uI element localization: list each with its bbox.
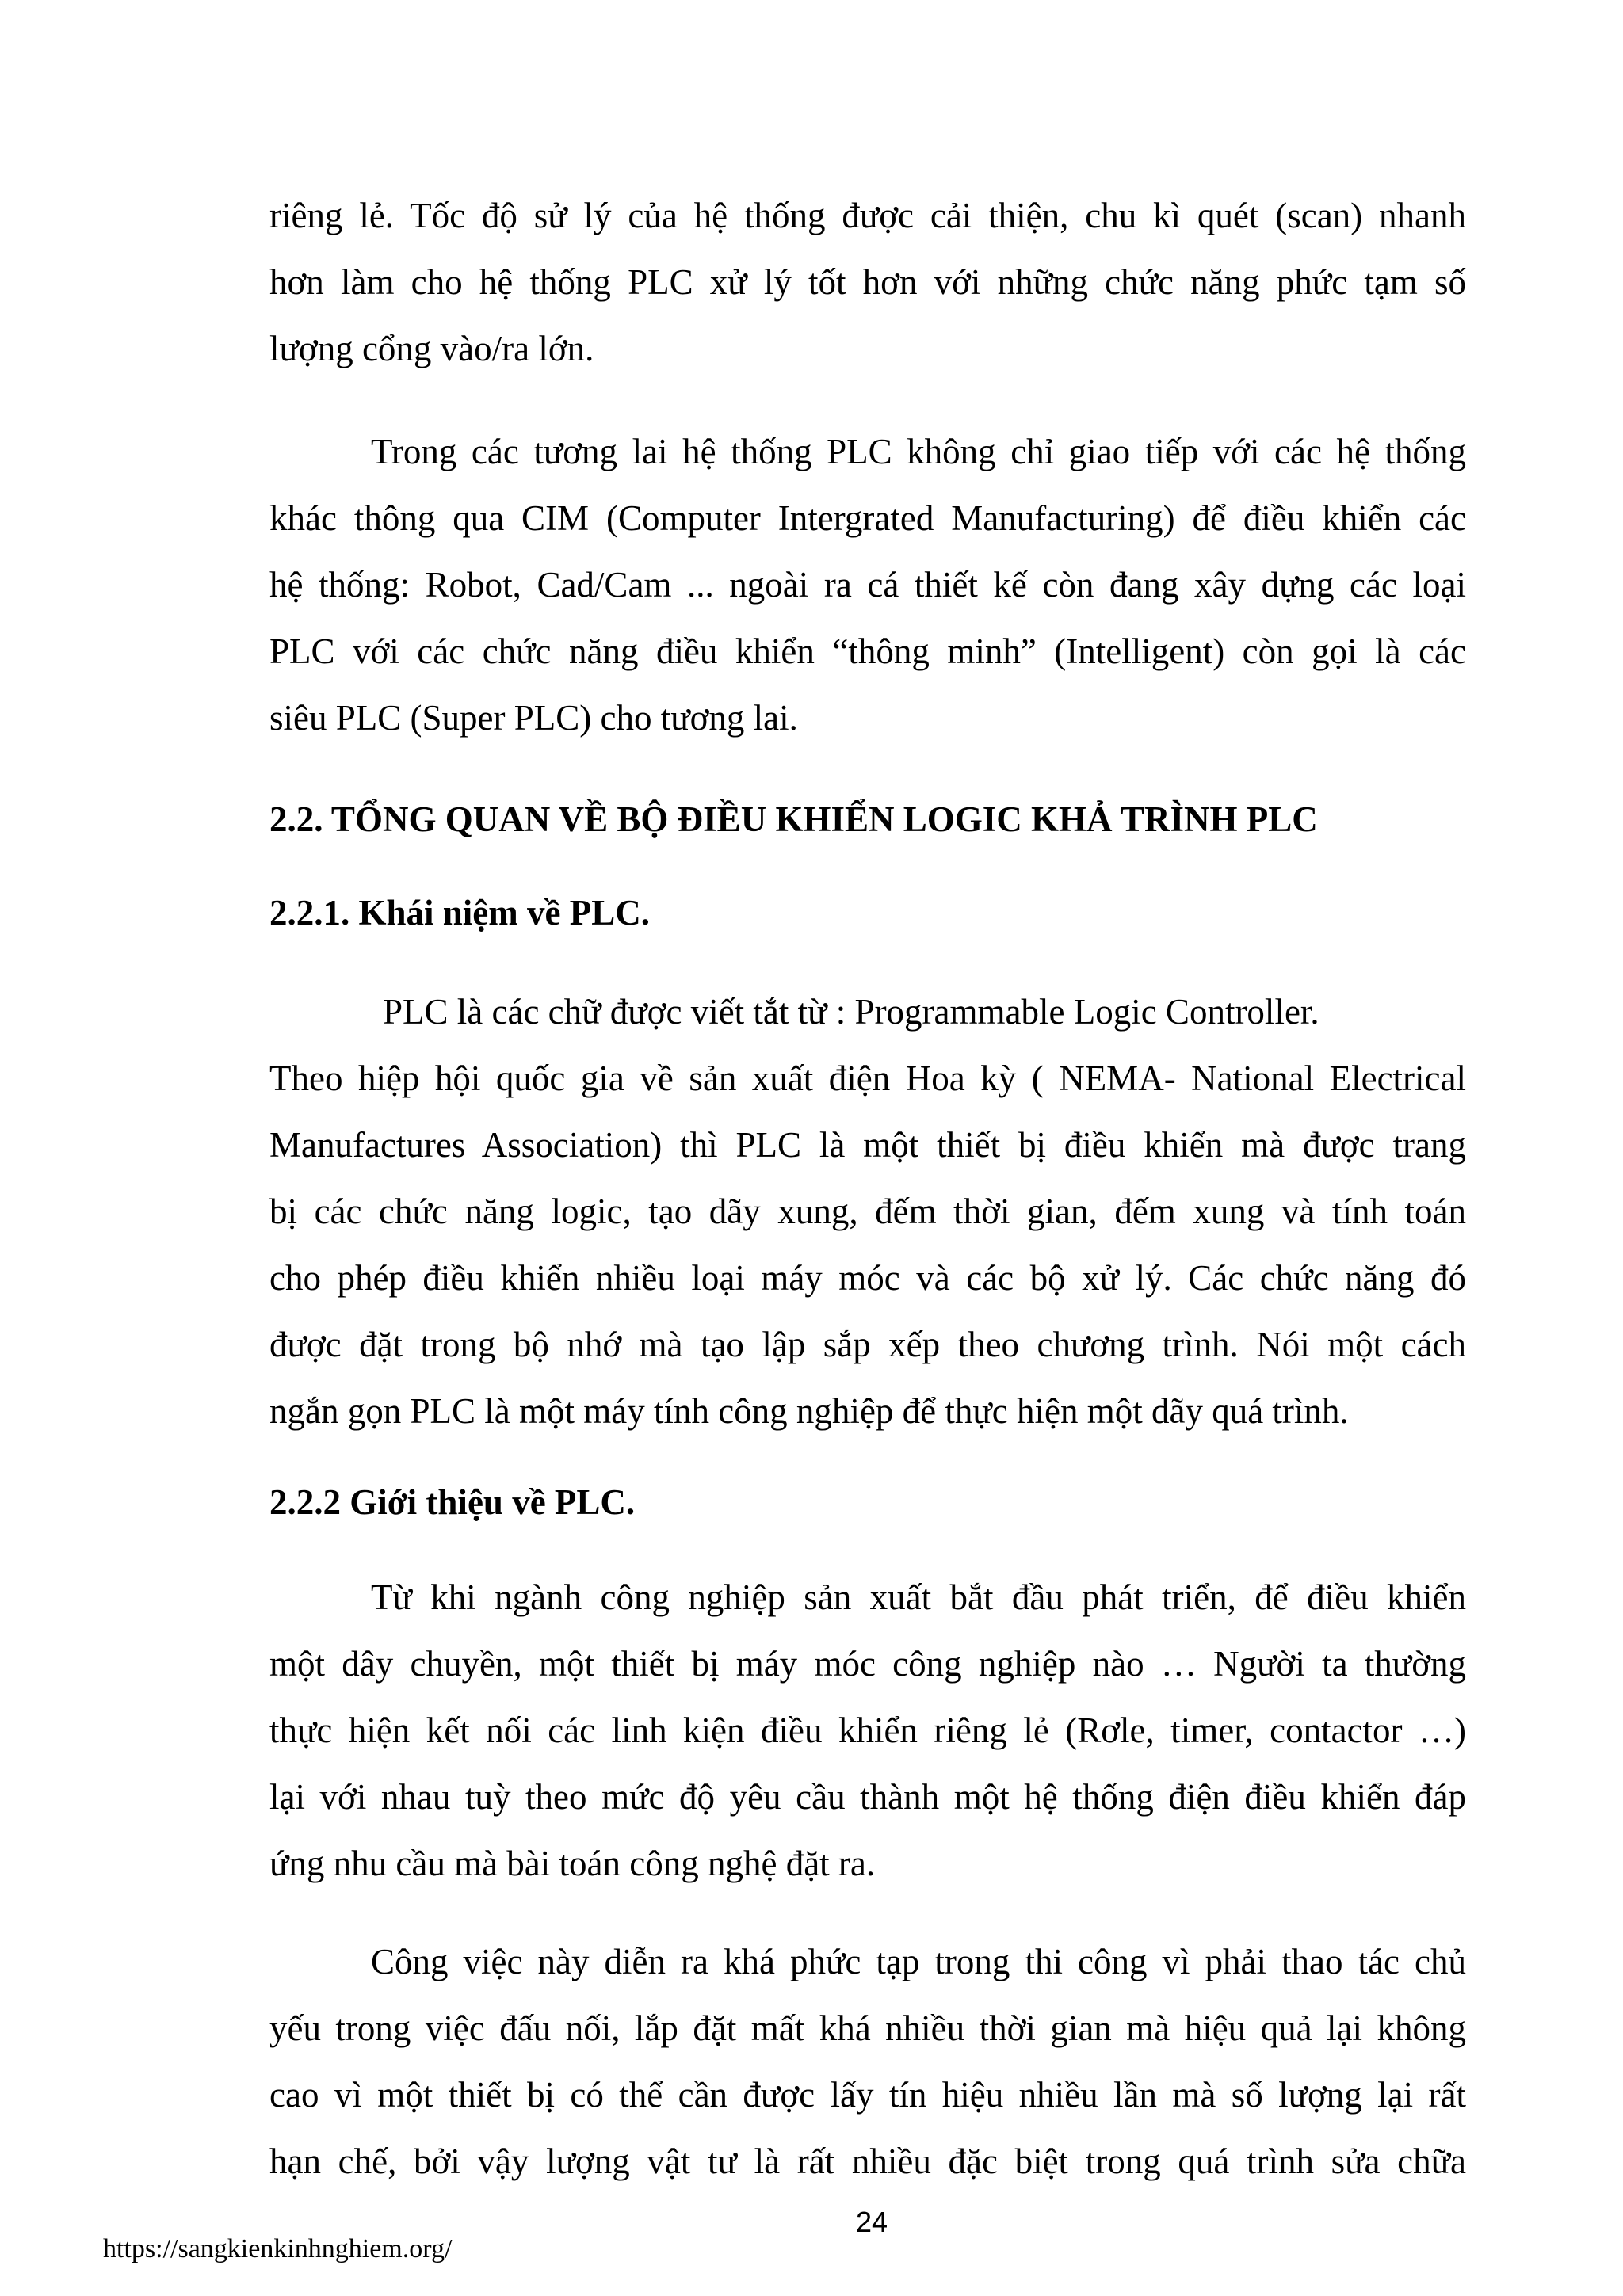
section-heading-2-2-1: 2.2.1. Khái niệm về PLC.	[269, 893, 650, 933]
paragraph-line: hạn chế, bởi vậy lượng vật tư là rất nhiều đặc biệt trong quá trình sửa chữa	[269, 2142, 1466, 2181]
paragraph-line: lượng cổng vào/ra lớn.	[269, 329, 594, 368]
paragraph-line: cho phép điều khiển nhiều loại máy móc và các bộ xử lý. Các chức năng đó	[269, 1258, 1466, 1298]
paragraph-line: một dây chuyền, một thiết bị máy móc công nghiệp nào … Người ta thường	[269, 1644, 1466, 1684]
paragraph-line: Manufactures Association) thì PLC là một thiết bị điều khiển mà được trang	[269, 1125, 1466, 1165]
paragraph-3	[269, 978, 1466, 1444]
paragraph-line: hơn làm cho hệ thống PLC xử lý tốt hơn với những chức năng phức tạm số	[269, 262, 1466, 302]
paragraph-1	[269, 182, 1466, 382]
paragraph-line: riêng lẻ. Tốc độ sử lý của hệ thống được cải thiện, chu kì quét (scan) nhanh	[269, 196, 1466, 235]
paragraph-line: yếu trong việc đấu nối, lắp đặt mất khá nhiều thời gian mà hiệu quả lại không	[269, 2008, 1466, 2048]
section-heading-2-2: 2.2. TỔNG QUAN VỀ BỘ ĐIỀU KHIỂN LOGIC KHẢ TRÌNH PLC	[269, 799, 1318, 839]
section-heading-2-2-2: 2.2.2 Giới thiệu về PLC.	[269, 1482, 636, 1522]
paragraph-line: cao vì một thiết bị có thể cần được lấy tín hiệu nhiều lần mà số lượng lại rất	[269, 2075, 1466, 2115]
paragraph-line: khác thông qua CIM (Computer Intergrated Manufacturing) để điều khiển các	[269, 498, 1466, 538]
page-number: 24	[856, 2206, 888, 2238]
paragraph-line: được đặt trong bộ nhớ mà tạo lập sắp xếp theo chương trình. Nói một cách	[269, 1325, 1466, 1364]
paragraph-line: PLC là các chữ được viết tắt từ : Programmable Logic Controller.	[383, 992, 1319, 1032]
paragraph-4	[269, 1564, 1466, 1897]
paragraph-line: Công việc này diễn ra khá phức tạp trong thi công vì phải thao tác chủ	[371, 1942, 1466, 1981]
paragraph-5	[269, 1928, 1466, 2195]
paragraph-line: ngắn gọn PLC là một máy tính công nghiệp để thực hiện một dãy quá trình.	[269, 1391, 1349, 1431]
paragraph-line: Theo hiệp hội quốc gia về sản xuất điện Hoa kỳ ( NEMA- National Electrical	[269, 1058, 1466, 1098]
footer-url-link[interactable]: https://sangkienkinhnghiem.org/	[103, 2234, 453, 2264]
paragraph-line: PLC với các chức năng điều khiển “thông minh” (Intelligent) còn gọi là các	[269, 631, 1466, 671]
paragraph-line: Từ khi ngành công nghiệp sản xuất bắt đầu phát triển, để điều khiển	[371, 1577, 1466, 1617]
paragraph-line: thực hiện kết nối các linh kiện điều khiển riêng lẻ (Rơle, timer, contactor …)	[269, 1711, 1466, 1750]
paragraph-line: ứng nhu cầu mà bài toán công nghệ đặt ra.	[269, 1844, 876, 1883]
paragraph-line: bị các chức năng logic, tạo dãy xung, đếm thời gian, đếm xung và tính toán	[269, 1192, 1466, 1231]
paragraph-line: hệ thống: Robot, Cad/Cam ... ngoài ra cá thiết kế còn đang xây dựng các loại	[269, 565, 1466, 605]
paragraph-line: Trong các tương lai hệ thống PLC không chỉ giao tiếp với các hệ thống	[371, 432, 1466, 471]
paragraph-line: lại với nhau tuỳ theo mức độ yêu cầu thành một hệ thống điện điều khiển đáp	[269, 1777, 1466, 1817]
paragraph-2	[269, 418, 1466, 751]
paragraph-line: siêu PLC (Super PLC) cho tương lai.	[269, 698, 798, 738]
